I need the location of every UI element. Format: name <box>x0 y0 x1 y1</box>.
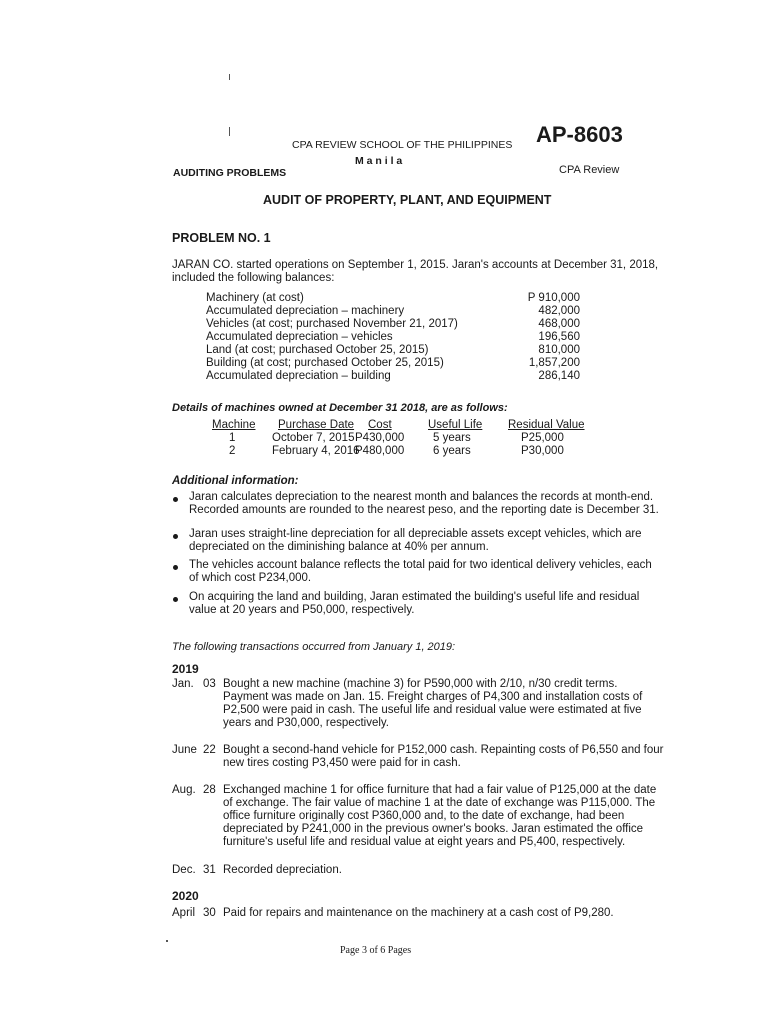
balance-amount: 286,140 <box>538 370 580 382</box>
table-cell: October 7, 2015 <box>272 432 355 444</box>
scan-mark <box>229 127 230 136</box>
balance-amount: 1,857,200 <box>528 357 580 369</box>
scan-mark <box>229 74 230 80</box>
bullet-line: of which cost P234,000. <box>189 572 312 584</box>
transaction-line: of exchange. The fair value of machine 1 at the date of exchange was P115,000. The <box>223 797 656 809</box>
transaction-line: Paid for repairs and maintenance on the machinery at a cash cost of P9,280. <box>223 907 614 919</box>
bullet-line: On acquiring the land and building, Jaran estimated the building's useful life and residual <box>189 591 640 603</box>
subject: AUDITING PROBLEMS <box>173 167 287 179</box>
transaction-text <box>223 864 342 877</box>
bullet-line: Jaran uses straight-line depreciation for all depreciable assets except vehicles, which are <box>189 528 642 540</box>
balance-amount: 810,000 <box>538 344 580 356</box>
transaction-line: Payment was made on Jan. 15. Freight charges of P4,300 and installation costs of <box>223 691 643 703</box>
additional-heading: Additional information: <box>172 475 299 487</box>
bullet-text <box>189 591 639 617</box>
transaction-line: Recorded depreciation. <box>223 864 342 876</box>
page-number: Page 3 of 6 Pages <box>340 945 412 956</box>
scan-dot <box>166 940 168 942</box>
machines-table <box>0 419 768 458</box>
column-header: Purchase Date <box>278 419 355 431</box>
table-cell: 1 <box>229 432 236 444</box>
transaction-day: 28 <box>203 784 216 796</box>
balance-row <box>206 344 580 357</box>
transaction-line: furniture's useful life and residual value at eight years and P5,400, respectively. <box>223 836 626 848</box>
column-header: Useful Life <box>428 419 483 431</box>
balance-row <box>206 305 580 318</box>
bullet-line: depreciated on the diminishing balance at 40% per annum. <box>189 541 489 553</box>
balance-label: Machinery (at cost) <box>206 292 304 304</box>
balance-amount: 196,560 <box>538 331 580 343</box>
balance-label: Land (at cost; purchased October 25, 2015) <box>206 344 429 356</box>
transaction-day: 30 <box>203 907 216 919</box>
transaction-line: P2,500 were paid in cash. The useful life and residual value were estimated at five <box>223 704 642 716</box>
bullet-icon <box>173 565 178 570</box>
transaction-day: 31 <box>203 864 216 876</box>
table-row <box>0 445 768 458</box>
transaction-month: June <box>172 744 197 756</box>
machines-heading: Details of machines owned at December 31 2018, are as follows: <box>172 402 508 414</box>
balance-row <box>206 370 580 383</box>
intro-line: included the following balances: <box>172 272 335 284</box>
table-cell: P30,000 <box>521 445 564 457</box>
transaction-month: Dec. <box>172 864 196 876</box>
balance-row <box>206 331 580 344</box>
transaction-text <box>223 784 656 849</box>
transaction-line: Bought a new machine (machine 3) for P590,000 with 2/10, n/30 credit terms. <box>223 678 618 690</box>
table-header-row <box>0 419 768 432</box>
transaction-day: 22 <box>203 744 216 756</box>
transaction-month: April <box>172 907 196 919</box>
bullet-text <box>189 528 642 554</box>
transactions-heading: The following transactions occurred from January 1, 2019: <box>172 641 456 653</box>
transaction-line: office furniture originally cost P360,000 and, to the date of exchange, had been <box>223 810 625 822</box>
city: M a n i l a <box>355 155 403 167</box>
balances-list <box>206 292 580 383</box>
transaction-line: depreciated by P241,000 in the previous owner's books. Jaran estimated the office <box>223 823 644 835</box>
balance-row <box>206 318 580 331</box>
transaction-month: Aug. <box>172 784 196 796</box>
balance-label: Accumulated depreciation – vehicles <box>206 331 393 343</box>
bullet-text <box>189 491 659 517</box>
table-cell: February 4, 2016 <box>272 445 360 457</box>
transaction-month: Jan. <box>172 678 194 690</box>
balance-amount: 482,000 <box>538 305 580 317</box>
table-cell: P430,000 <box>355 432 405 444</box>
balance-label: Accumulated depreciation – building <box>206 370 391 382</box>
table-cell: P480,000 <box>355 445 405 457</box>
table-row <box>0 432 768 445</box>
problem-heading: PROBLEM NO. 1 <box>172 231 271 245</box>
school-name: CPA REVIEW SCHOOL OF THE PHILIPPINES <box>292 139 513 151</box>
transaction-line: Bought a second-hand vehicle for P152,000 cash. Repainting costs of P6,550 and four <box>223 744 664 756</box>
balance-row <box>206 292 580 305</box>
transaction-line: new tires costing P3,450 were paid for in cash. <box>223 757 461 769</box>
balance-label: Accumulated depreciation – machinery <box>206 305 405 317</box>
review-label: CPA Review <box>559 164 620 176</box>
transaction-text <box>223 744 664 770</box>
document-code: AP-8603 <box>536 122 623 147</box>
column-header: Residual Value <box>508 419 585 431</box>
intro-line: JARAN CO. started operations on September 1, 2015. Jaran's accounts at December 31, 2018, <box>172 259 659 271</box>
page-title: AUDIT OF PROPERTY, PLANT, AND EQUIPMENT <box>263 193 552 207</box>
bullet-icon <box>173 534 178 539</box>
balance-label: Building (at cost; purchased October 25, 2015) <box>206 357 444 369</box>
column-header: Machine <box>212 419 256 431</box>
bullet-icon <box>173 597 178 602</box>
table-cell: 2 <box>229 445 236 457</box>
balance-row <box>206 357 580 370</box>
transaction-text <box>223 678 642 730</box>
bullet-line: Jaran calculates depreciation to the nearest month and balances the records at month-end. <box>189 491 654 503</box>
bullet-text <box>189 559 652 585</box>
transaction-line: years and P30,000, respectively. <box>223 717 389 729</box>
transaction-day: 03 <box>203 678 216 690</box>
balance-amount: P 910,000 <box>527 292 580 304</box>
table-cell: P25,000 <box>521 432 564 444</box>
column-header: Cost <box>368 419 392 431</box>
table-cell: 6 years <box>433 445 471 457</box>
bullet-line: Recorded amounts are rounded to the nearest peso, and the reporting date is December 31. <box>189 504 659 516</box>
year-heading: 2020 <box>172 889 199 903</box>
table-cell: 5 years <box>433 432 471 444</box>
bullet-icon <box>173 497 178 502</box>
bullet-line: value at 20 years and P50,000, respectively. <box>189 604 415 616</box>
year-heading: 2019 <box>172 662 199 676</box>
balance-amount: 468,000 <box>538 318 580 330</box>
bullet-line: The vehicles account balance reflects the total paid for two identical delivery vehicles, each <box>189 559 652 571</box>
transaction-line: Exchanged machine 1 for office furniture that had a fair value of P125,000 at the date <box>223 784 657 796</box>
balance-label: Vehicles (at cost; purchased November 21, 2017) <box>206 318 458 330</box>
